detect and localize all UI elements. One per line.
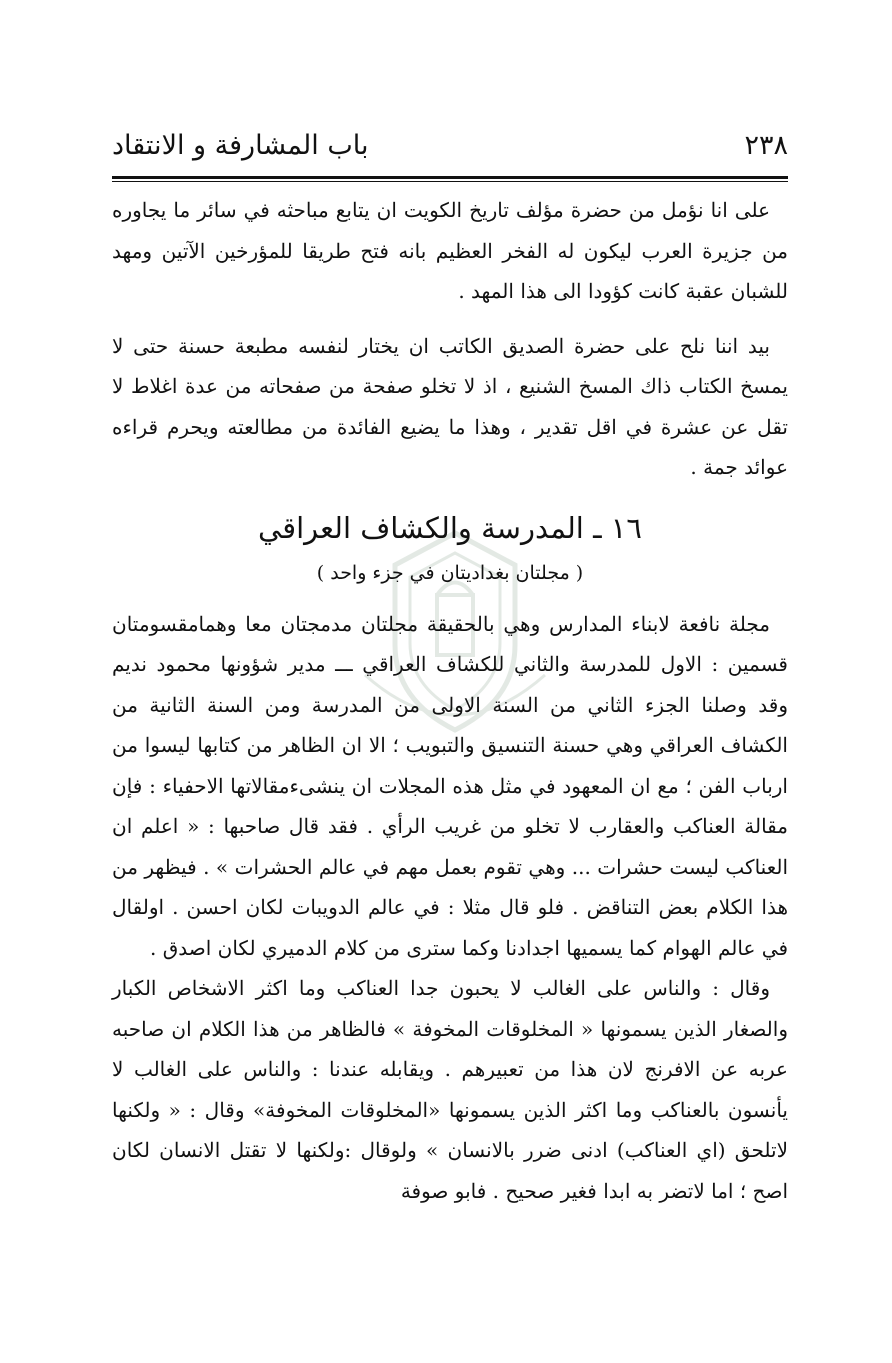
body-paragraph: بيد اننا نلح على حضرة الصديق الكاتب ان يختار لنفسه مطبعة حسنة حتى لا يمسخ الكتاب ذاك المسخ الشنيع ، اذ لا تخلو صفحة من صفحاته من عدة اغلاط لا تقل عن عشرة في اقل تقدير ، وهذا ما يضيع الفائدة من مطالعته ويحرم قراءه عوائد جمة . [112,333,788,479]
body-paragraph: على انا نؤمل من حضرة مؤلف تاريخ الكويت ان يتابع مباحثه في سائر ما يجاوره من جزيرة العرب ليكون له الفخر العظيم بانه فتح طريقا للمؤرخين الآتين ومهد للشبان عقبة كانت كؤودا الى هذا المهد . [112,198,788,303]
body-paragraph: مجلة نافعة لابناء المدارس وهي بالحقيقة مجلتان مدمجتان معا وهمامقسومتان قسمين : الاول للمدرسة والثاني للكشاف العراقي ـــ مدير شؤونها محمود نديم وقد وصلنا الجزء الثاني من السنة الاولى من المدرسة ومن السنة الثانية من الكشاف العراقي وهي حسنة التنسيق والتبويب ؛ الا ان الظاهر من كتابها ليسوا من ارباب الفن ؛ مع ان المعهود في مثل هذه المجلات ان ينشىءمقالاتها الاحفياء : فإن مقالة العناكب والعقارب لا تخلو من غريب الرأي . فقد قال صاحبها : « اعلم ان العناكب ليست حشرات ... وهي تقوم بعمل مهم في عالم الحشرات » . فيظهر من هذا الكلام بعض التناقض . فلو قال مثلا : في عالم الدويبات لكان احسن . اولقال في عالم الهوام كما يسميها اجدادنا وكما سترى من كلام الدميري لكان اصدق . [112,611,789,960]
page-number: ٢٣٨ [744,130,788,161]
section-title: ١٦ ـ المدرسة والكشاف العراقي [258,510,642,545]
header-rule [112,176,788,179]
running-title: باب المشارفة و الانتقاد [112,130,369,161]
page-header [112,130,788,170]
section-subtitle: ( مجلتان بغداديتان في جزء واحد ) [316,561,584,584]
document-page [112,130,788,1211]
header-rule-thin [112,181,788,182]
body-paragraph: وقال : والناس على الغالب لا يحبون جدا العناكب وما اكثر الاشخاص الكبار والصغار الذين يسمونها « المخلوقات المخوفة » فالظاهر من هذا الكلام ان صاحبه عربه عن الافرنج لان هذا من تعبيرهم . ويقابله عندنا : والناس على الغالب لا يأنسون بالعناكب وما اكثر الذين يسمونها «المخلوقات المخوفة» وقال : « ولكنها لاتلحق (اي العناكب) ادنى ضرر بالانسان » ولوقال :ولكنها لا تقتل الانسان لكان اصح ؛ اما لاتضر به ابدا فغير صحيح . فابو صوفة [112,976,788,1203]
